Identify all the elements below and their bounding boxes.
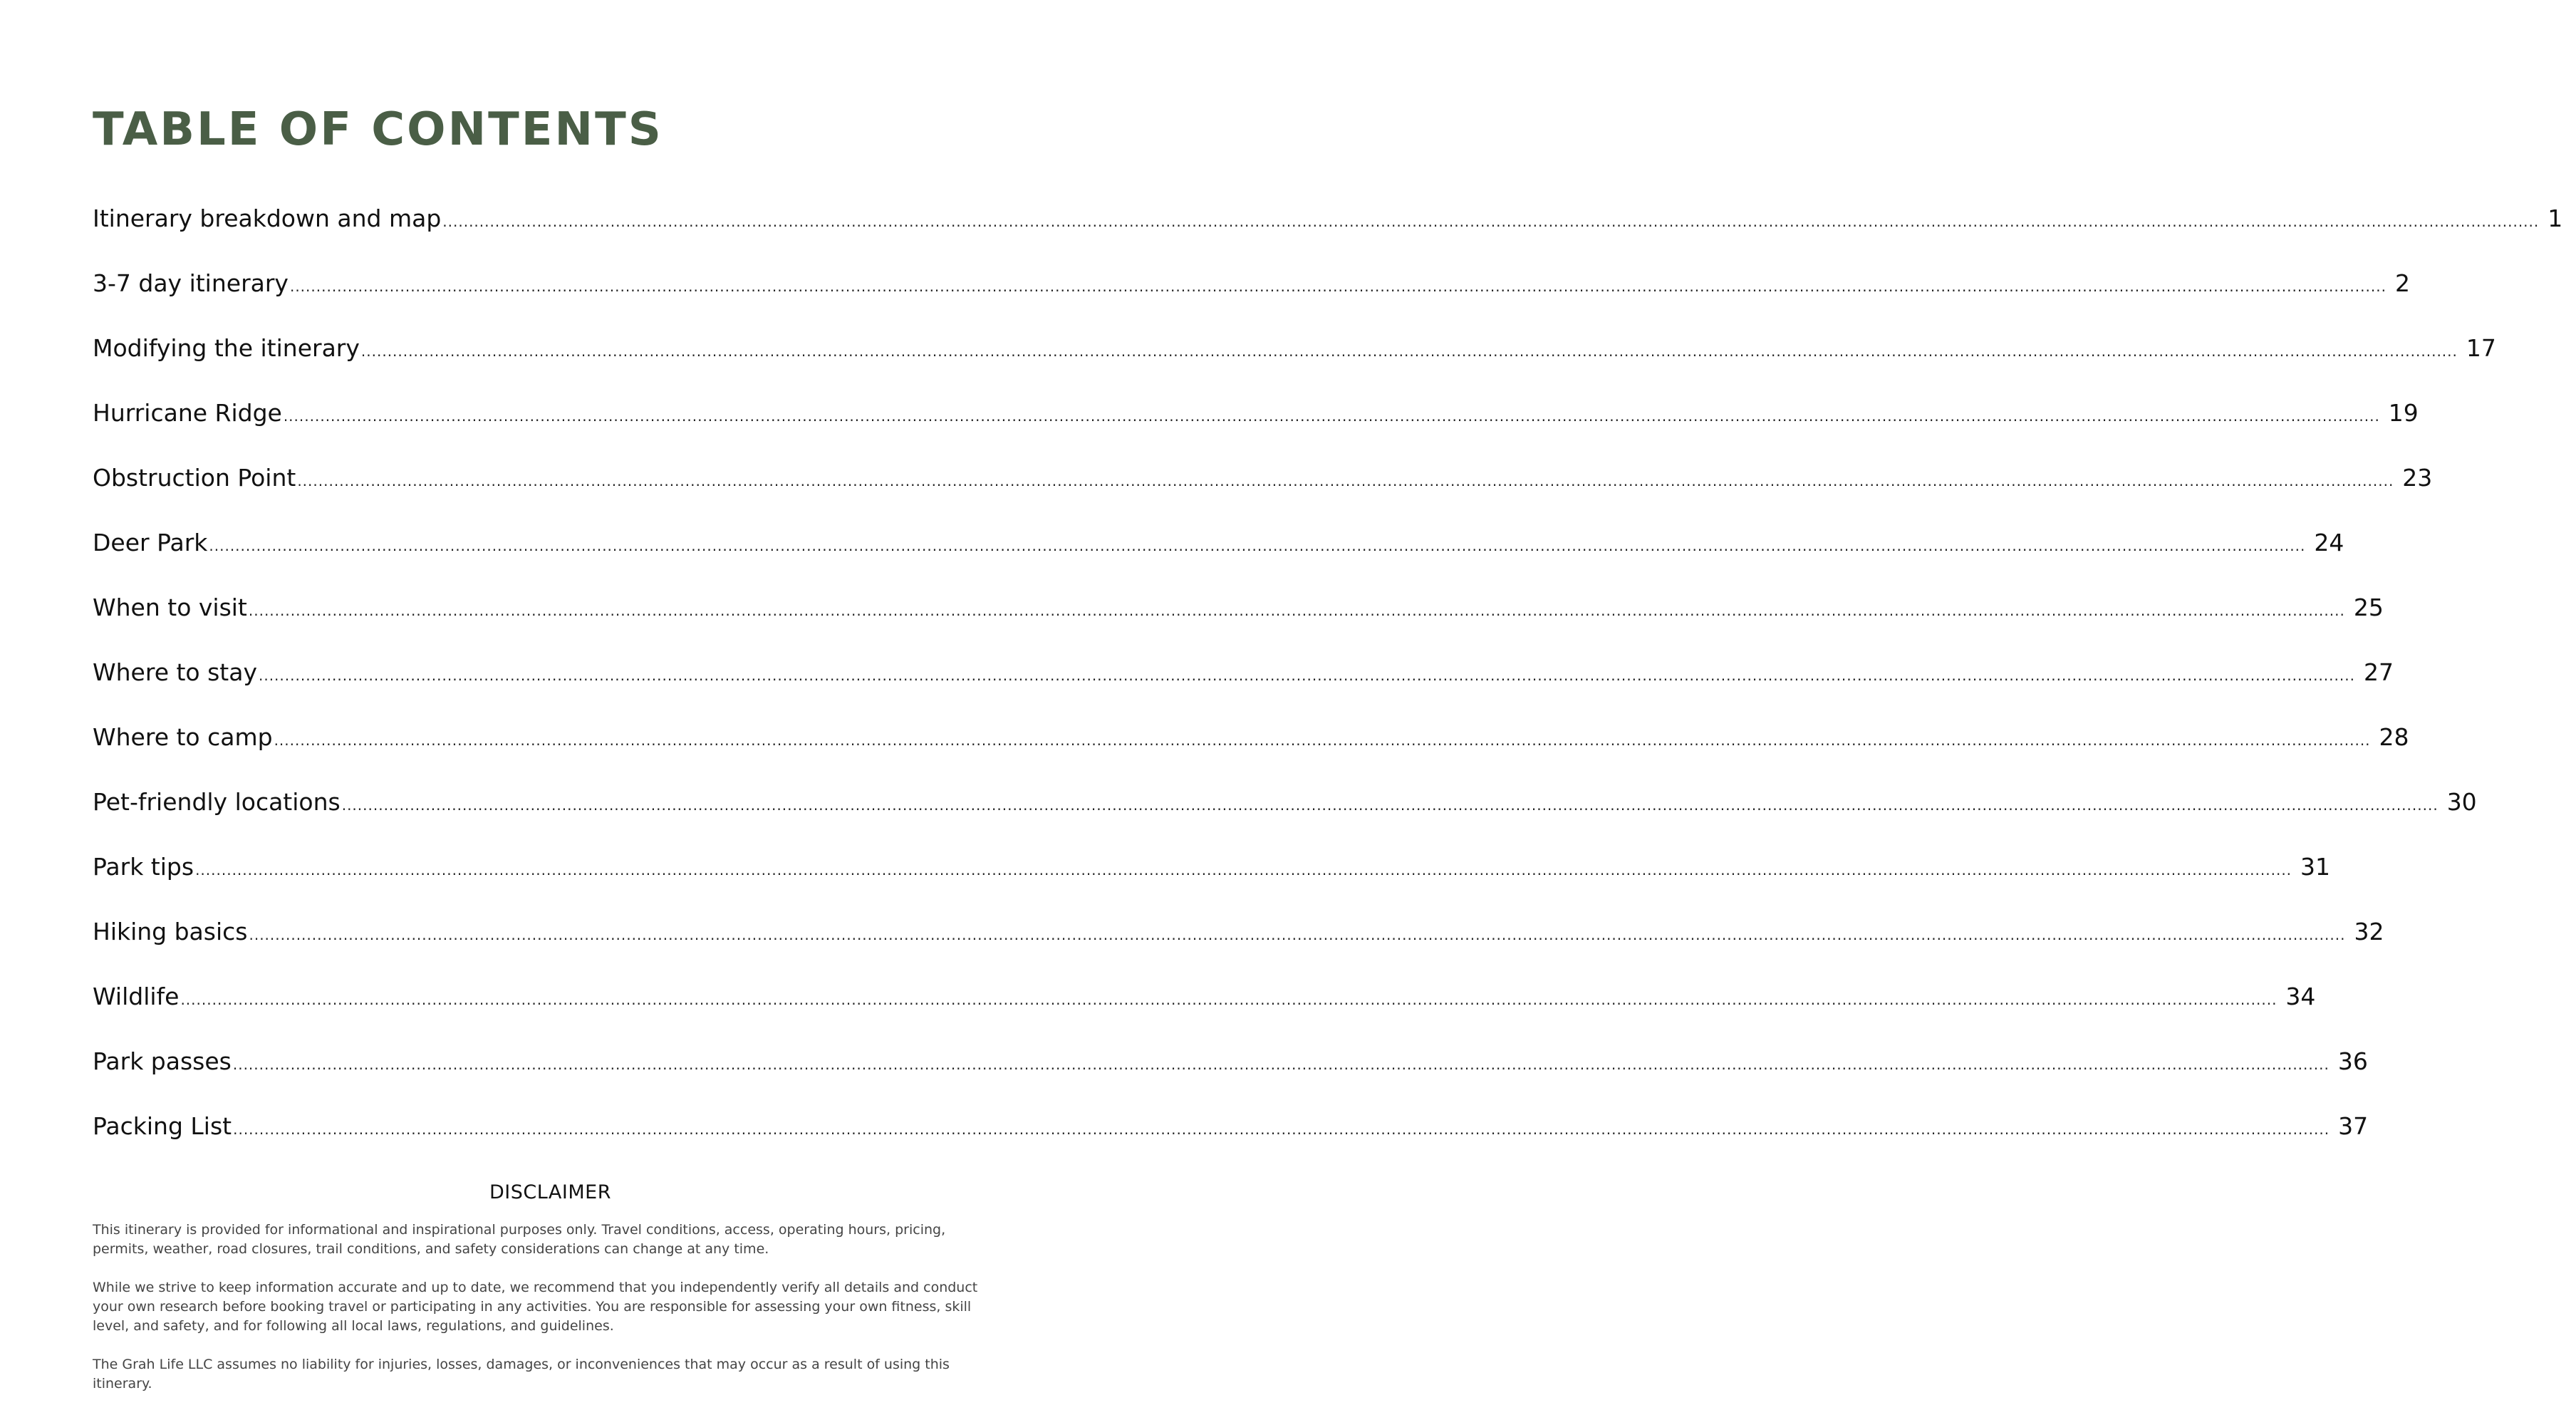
toc-entry[interactable] <box>93 655 2394 720</box>
toc-entry[interactable] <box>93 1109 2369 1173</box>
toc-entry-page: 32 <box>2354 918 2384 945</box>
toc-entry-label: Wildlife <box>93 983 180 1010</box>
toc-entry-label: Packing List <box>93 1112 232 1140</box>
toc-entry[interactable] <box>93 331 2496 395</box>
toc-leader-dots: ................................................................................................................................................................................................................................................................................................................................................................................................................ <box>258 667 2355 684</box>
toc-entry[interactable] <box>93 784 2477 849</box>
toc-entry-page: 17 <box>2466 334 2496 362</box>
toc-leader-dots: ................................................................................................................................................................................................................................................................................................................................................................................................................ <box>360 343 2458 360</box>
toc-entry-label: Itinerary breakdown and map <box>93 204 442 232</box>
toc-leader-dots: ................................................................................................................................................................................................................................................................................................................................................................................................................ <box>180 991 2278 1008</box>
toc-entry-label: Hiking basics <box>93 918 248 945</box>
toc-entry[interactable] <box>93 266 2410 331</box>
toc-entry[interactable] <box>93 395 2419 460</box>
toc-entry-page: 27 <box>2363 658 2394 686</box>
toc-entry[interactable] <box>93 590 2384 655</box>
toc-leader-dots: ................................................................................................................................................................................................................................................................................................................................................................................................................ <box>341 797 2439 814</box>
toc-entry-page: 30 <box>2446 788 2477 816</box>
toc-leader-dots: ................................................................................................................................................................................................................................................................................................................................................................................................................ <box>195 861 2292 879</box>
toc-entry-page: 1 <box>2548 204 2563 232</box>
disclaimer-paragraph: This itinerary is provided for informational and inspirational purposes only. Travel conditions, access, operating hours, pricing, permits, weather, road closures, trail conditions, and safety considerations can change at any time. <box>93 1222 946 1257</box>
toc-entry-label: Where to stay <box>93 658 257 686</box>
toc-leader-dots: ................................................................................................................................................................................................................................................................................................................................................................................................................ <box>232 1056 2330 1073</box>
toc-entry-label: Park tips <box>93 853 194 881</box>
toc-entry-page: 19 <box>2388 399 2419 427</box>
page-title: TABLE OF CONTENTS <box>93 103 663 156</box>
toc-leader-dots: ................................................................................................................................................................................................................................................................................................................................................................................................................ <box>274 732 2371 749</box>
toc-entry[interactable] <box>93 979 2316 1044</box>
toc-entry[interactable] <box>93 201 2563 266</box>
toc-entry[interactable] <box>93 1044 2368 1109</box>
toc-entry-page: 28 <box>2379 723 2409 751</box>
toc-entry-page: 37 <box>2338 1112 2369 1140</box>
toc-entry-page: 31 <box>2300 853 2331 881</box>
toc-entry-page: 24 <box>2314 529 2344 556</box>
disclaimer-paragraph: The Grah Life LLC assumes no liability for injuries, losses, damages, or inconveniences that may occur as a result of using this itinerary. <box>93 1357 950 1392</box>
toc-entry-label: Deer Park <box>93 529 208 556</box>
disclaimer-heading: DISCLAIMER <box>489 1181 611 1203</box>
toc-entry-page: 2 <box>2394 269 2410 297</box>
disclaimer-body <box>93 1221 1004 1413</box>
toc-leader-dots: ................................................................................................................................................................................................................................................................................................................................................................................................................ <box>289 278 2387 295</box>
toc-entry-page: 25 <box>2353 594 2384 621</box>
toc-list <box>93 201 2563 1173</box>
toc-entry-label: Obstruction Point <box>93 464 296 492</box>
toc-leader-dots: ................................................................................................................................................................................................................................................................................................................................................................................................................ <box>233 1121 2330 1138</box>
toc-entry-label: Where to camp <box>93 723 273 751</box>
toc-entry[interactable] <box>93 720 2409 784</box>
toc-entry-label: Modifying the itinerary <box>93 334 360 362</box>
toc-entry-label: Hurricane Ridge <box>93 399 282 427</box>
toc-leader-dots: ................................................................................................................................................................................................................................................................................................................................................................................................................ <box>297 472 2394 489</box>
toc-entry-page: 34 <box>2285 983 2316 1010</box>
toc-entry[interactable] <box>93 914 2384 979</box>
toc-entry[interactable] <box>93 525 2344 590</box>
toc-leader-dots: ................................................................................................................................................................................................................................................................................................................................................................................................................ <box>442 213 2540 230</box>
toc-leader-dots: ................................................................................................................................................................................................................................................................................................................................................................................................................ <box>209 537 2306 554</box>
toc-entry-label: Pet-friendly locations <box>93 788 341 816</box>
toc-entry-label: 3-7 day itinerary <box>93 269 289 297</box>
toc-entry[interactable] <box>93 460 2433 525</box>
toc-entry-page: 23 <box>2402 464 2433 492</box>
toc-entry-label: When to visit <box>93 594 247 621</box>
toc-leader-dots: ................................................................................................................................................................................................................................................................................................................................................................................................................ <box>249 926 2346 943</box>
toc-entry[interactable] <box>93 849 2331 914</box>
disclaimer-paragraph: While we strive to keep information accurate and up to date, we recommend that you independently verify all details and conduct your own research before booking travel or participating in any activities. You are responsible for assessing your own fitness, skill level, and safety, and for following all local laws, regulations, and guidelines. <box>93 1280 978 1334</box>
toc-entry-page: 36 <box>2337 1047 2368 1075</box>
toc-leader-dots: ................................................................................................................................................................................................................................................................................................................................................................................................................ <box>283 408 2380 425</box>
toc-entry-label: Park passes <box>93 1047 232 1075</box>
toc-leader-dots: ................................................................................................................................................................................................................................................................................................................................................................................................................ <box>248 602 2345 619</box>
